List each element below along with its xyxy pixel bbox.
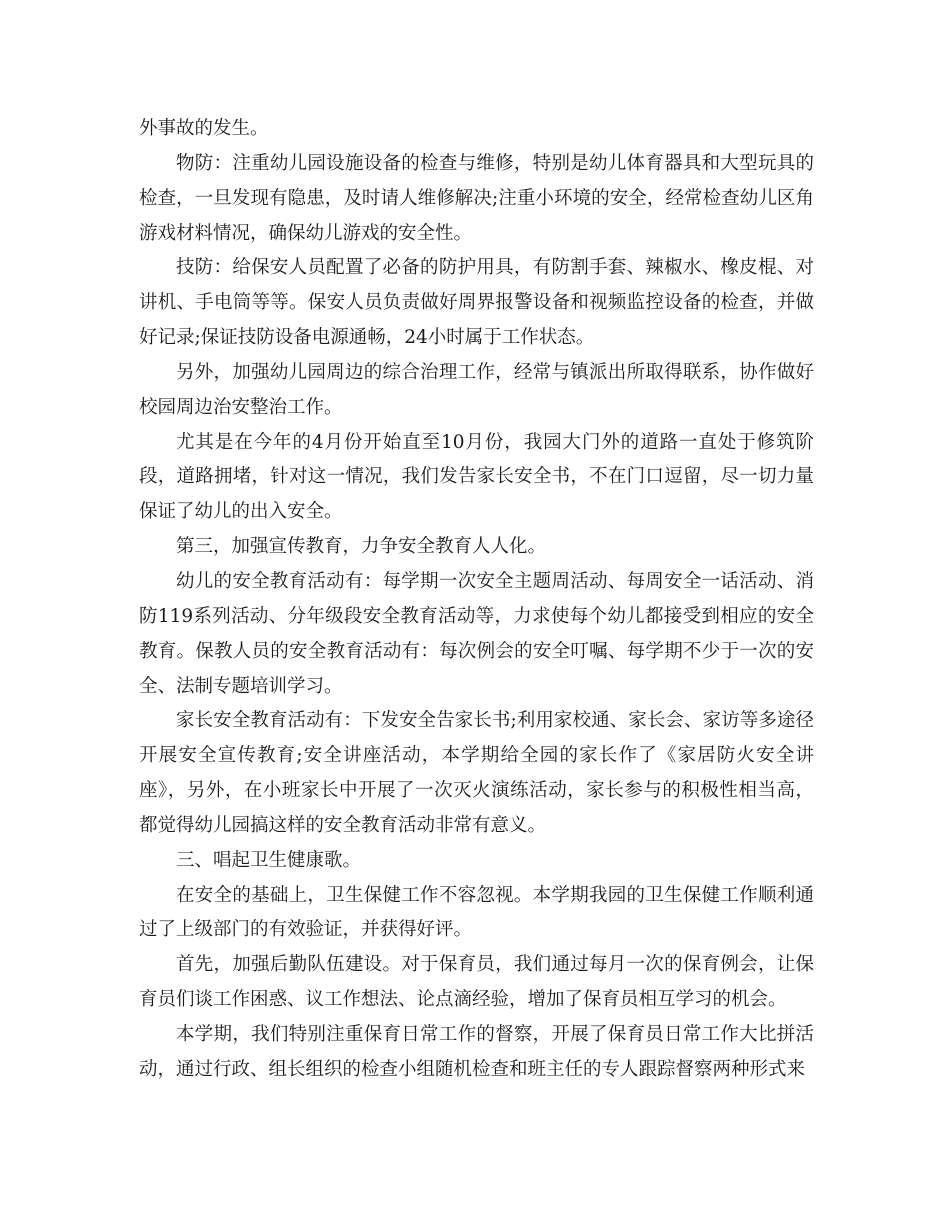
document-body (139, 112, 814, 1088)
paragraph-road-construction: 尤其是在今年的4月份开始直至10月份，我园大门外的道路一直处于修筑阶段，道路拥堵，针对这一情况，我们发告家长安全书，不在门口逗留，尽一切力量保证了幼儿的出入安全。 (139, 431, 814, 523)
paragraph-continuation: 外事故的发生。 (139, 118, 269, 139)
paragraph-physical-defense: 物防：注重幼儿园设施设备的检查与维修，特别是幼儿体育器具和大型玩具的检查，一旦发现有隐患，及时请人维修解决;注重小环境的安全，经常检查幼儿区角游戏材料情况，确保幼儿游戏的安全性。 (139, 152, 814, 244)
paragraph-health-work: 在安全的基础上，卫生保健工作不容忽视。本学期我园的卫生保健工作顺利通过了上级部门的有效验证，并获得好评。 (139, 884, 814, 941)
paragraph-parent-safety-education: 家长安全教育活动有：下发安全告家长书;利用家校通、家长会、家访等多途径开展安全宣传教育;安全讲座活动，本学期给全园的家长作了《家居防火安全讲座》，另外，在小班家长中开展了一次灭火演练活动，家长参与的积极性相当高，都觉得幼儿园搞这样的安全教育活动非常有意义。 (139, 710, 814, 836)
paragraph-technical-defense: 技防：给保安人员配置了必备的防护用具，有防割手套、辣椒水、橡皮棍、对讲机、手电筒等等。保安人员负责做好周界报警设备和视频监控设备的检查，并做好记录;保证技防设备电源通畅，24小时属于工作状态。 (139, 257, 814, 349)
paragraph-logistics-team: 首先，加强后勤队伍建设。对于保育员，我们通过每月一次的保育例会，让保育员们谈工作困惑、议工作想法、论点滴经验，增加了保育员相互学习的机会。 (139, 954, 814, 1011)
paragraph-surroundings: 另外，加强幼儿园周边的综合治理工作，经常与镇派出所取得联系，协作做好校园周边治安整治工作。 (139, 361, 814, 418)
paragraph-supervision: 本学期，我们特别注重保育日常工作的督察，开展了保育员日常工作大比拼活动，通过行政、组长组织的检查小组随机检查和班主任的专人跟踪督察两种形式来 (139, 1023, 814, 1080)
section-heading-health: 三、唱起卫生健康歌。 (176, 849, 362, 871)
paragraph-child-safety-education: 幼儿的安全教育活动有：每学期一次安全主题周活动、每周安全一话活动、消防119系列活动、分年级段安全教育活动等，力求使每个幼儿都接受到相应的安全教育。保教人员的安全教育活动有：每次例会的安全叮嘱、每学期不少于一次的安全、法制专题培训学习。 (139, 570, 814, 697)
paragraph-third-point: 第三，加强宣传教育，力争安全教育人人化。 (176, 536, 547, 558)
